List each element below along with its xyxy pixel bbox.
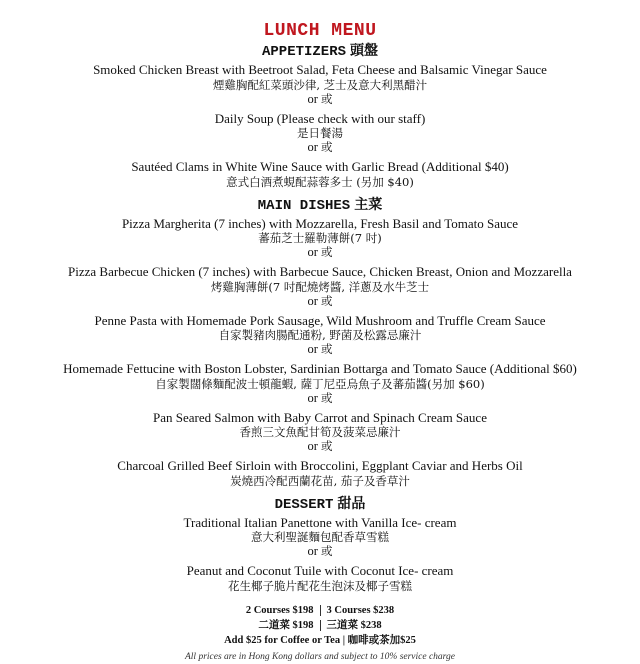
price-line-en	[0, 603, 640, 618]
two-courses-price-zh: 二道菜 $198	[258, 619, 314, 631]
dish-name-zh: 自家製豬肉腸配通粉, 野菌及松露忌廉汁	[218, 328, 422, 342]
dessert-item-2	[0, 563, 640, 593]
three-courses-price-en: 3 Courses $238	[326, 604, 395, 616]
price-line-zh	[0, 618, 640, 633]
main-dish-item-5	[0, 410, 640, 440]
or-separator	[0, 294, 640, 309]
dish-name-zh: 香煎三文魚配甘筍及菠菜忌廉汁	[239, 425, 401, 439]
dish-name-en: Sautéed Clams in White Wine Sauce with Garlic Bread (Additional $40)	[131, 159, 509, 174]
dish-name-zh: 煙雞胸配紅菜頭沙律, 芝士及意大利黑醋汁	[212, 77, 428, 92]
dish-name-zh: 炭燒西冷配西蘭花苗, 茄子及香草汁	[230, 473, 410, 488]
or-zh: 或	[321, 390, 333, 405]
dish-name-en: Daily Soup (Please check with our staff)	[214, 110, 426, 126]
main-dish-item-2	[0, 264, 640, 294]
or-en: or	[307, 439, 318, 453]
or-separator	[0, 439, 640, 454]
or-en: or	[307, 293, 318, 308]
appetizer-item-3	[0, 159, 640, 189]
dish-name-zh: 蕃茄芝士羅勒薄餅(7 吋)	[258, 231, 382, 245]
or-en: or	[307, 245, 318, 259]
dish-name-zh: 意式白酒煮蜆配蒜蓉多士 (另加 $40)	[226, 174, 414, 189]
main-dishes-heading-zh: 主菜	[354, 196, 383, 213]
dish-name-en: Penne Pasta with Homemade Pork Sausage, Wild Mushroom and Truffle Cream Sauce	[94, 312, 546, 328]
or-en: or	[307, 140, 318, 154]
main-dish-item-6	[0, 458, 640, 488]
dish-name-zh: 是日餐湯	[297, 126, 343, 140]
or-zh: 或	[321, 439, 333, 453]
appetizers-heading	[0, 42, 640, 61]
coffee-tea-addon: Add $25 for Coffee or Tea | 咖啡或茶加$25	[224, 634, 416, 646]
service-charge-note: All prices are in Hong Kong dollars and subject to 10% service charge	[184, 651, 455, 662]
price-divider	[320, 620, 321, 631]
or-separator	[0, 245, 640, 260]
or-separator	[0, 140, 640, 155]
dish-name-en: Pan Seared Salmon with Baby Carrot and Spinach Cream Sauce	[153, 409, 487, 425]
dessert-item-1	[0, 515, 640, 545]
or-zh: 或	[321, 544, 333, 558]
dish-name-zh: 烤雞胸薄餅(7 吋配燒烤醬, 洋蔥及水牛芝士	[210, 279, 430, 294]
dish-name-en: Charcoal Grilled Beef Sirloin with Broccolini, Eggplant Caviar and Herbs Oil	[117, 458, 523, 473]
three-courses-price-zh: 三道菜 $238	[326, 619, 382, 631]
dessert-heading-en: DESSERT	[274, 496, 334, 513]
or-zh: 或	[321, 245, 333, 259]
dessert-heading-zh: 甜品	[337, 495, 366, 512]
dish-name-en: Smoked Chicken Breast with Beetroot Salad, Feta Cheese and Balsamic Vinegar Sauce	[93, 62, 547, 77]
or-zh: 或	[321, 342, 333, 356]
price-divider	[320, 605, 321, 616]
main-dishes-heading-en: MAIN DISHES	[257, 197, 351, 214]
or-separator	[0, 391, 640, 406]
menu-title: LUNCH MENU	[263, 21, 377, 41]
price-block	[0, 603, 640, 648]
dish-name-en: Traditional Italian Panettone with Vanilla Ice- cream	[183, 514, 457, 530]
appetizer-item-1	[0, 62, 640, 92]
or-zh: 或	[321, 140, 333, 154]
dish-name-en: Peanut and Coconut Tuile with Coconut Ice- cream	[186, 563, 454, 578]
dish-name-en: Pizza Barbecue Chicken (7 inches) with Barbecue Sauce, Chicken Breast, Onion and Mozzarella	[68, 264, 572, 279]
two-courses-price-en: 2 Courses $198	[245, 604, 314, 616]
main-dishes-heading	[0, 196, 640, 215]
dish-name-en: Homemade Fettucine with Boston Lobster, Sardinian Bottarga and Tomato Sauce (Additional $60)	[63, 361, 577, 376]
or-en: or	[307, 342, 318, 356]
or-zh: 或	[321, 293, 333, 308]
dish-name-zh: 意大利聖誕麵包配香草雪糕	[251, 530, 389, 544]
main-dish-item-3	[0, 313, 640, 343]
or-en: or	[307, 390, 318, 405]
dish-name-zh: 花生椰子脆片配花生泡沫及椰子雪糕	[228, 578, 412, 593]
or-separator	[0, 342, 640, 357]
appetizers-heading-en: APPETIZERS	[261, 44, 346, 60]
dish-name-zh: 自家製闊條麵配波士頓龍蝦, 薩丁尼亞烏魚子及蕃茄醬(另加 $60)	[155, 376, 485, 391]
dessert-heading	[0, 495, 640, 514]
appetizers-heading-zh: 頭盤	[350, 43, 378, 59]
or-zh: 或	[321, 91, 333, 106]
appetizer-item-2	[0, 111, 640, 141]
or-separator	[0, 544, 640, 559]
or-en: or	[307, 544, 318, 558]
main-dish-item-4	[0, 361, 640, 391]
dish-name-en: Pizza Margherita (7 inches) with Mozzarella, Fresh Basil and Tomato Sauce	[121, 215, 519, 231]
or-separator	[0, 92, 640, 107]
main-dish-item-1	[0, 216, 640, 246]
or-en: or	[307, 91, 318, 106]
